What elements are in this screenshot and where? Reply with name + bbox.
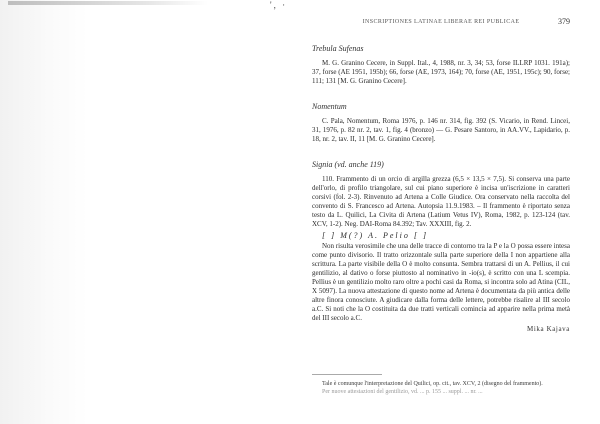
- section-text-trebula: M. G. Granino Cecere, in Suppl. Ital., 4, 1988, nr. 3, 34; 53, forse ILLRP 1031. 191a); 37, forse (AE 1951, 195b); 66, forse (AE, 1973, 164); 70, forse (AE, 1951, 195c); 90, forse; 111; 131 [M. G. Granino Cecere].: [312, 59, 570, 85]
- section-text-nomentum: C. Pala, Nomentum, Roma 1976, p. 146 nr. 314, fig. 392 (S. Vicario, in Rend. Lincei, 31, 1976, p. 82 nr. 2, tav. 1, fig. 4 (bronzo) — G. Pesare Santoro, in AA.VV., Lapidario, p. 18, nr. 2, tav. II, 11 [M. G. Granino Cecere].: [312, 117, 570, 143]
- scan-top-marks: ', ·: [270, 0, 288, 10]
- author-signature: Mika Kajava: [527, 325, 570, 333]
- footnote-1: Tale è comunque l'interpretazione del Quilici, op. cit., tav. XCV, 2 (disegno del frammento).: [322, 381, 543, 387]
- footnotes: [312, 380, 570, 396]
- entry-110-commentary: Non risulta verosimile che una delle tracce di contorno tra la P e la O possa essere intesa come punto divisorio. Il tratto orizzontale sulla parte superiore della I non appartiene alla scrittura. La parte visibile della O è molto consunta. Sembra trattarsi di un A. Pellius, il cui gentilizio, al dativo o forse piuttosto al nominativo in -io(s), è scritto con una L scempia. Pellius è un gentilizio molto raro oltre a pochi casi da Roma, si incontra solo ad Atina (CIL, X 5097). La nuova attestazione di questo nome ad Artena è documentata da più antica delle altre finora conosciute. A giudicare dalla forma delle lettere, potrebbe risalire al III secolo a.C. Si noti che la O costituita da due tratti verticali comincia ad apparire nella prima metà del III secolo a.C.: [312, 242, 570, 322]
- entry-110-text: 110. Frammento di un orcio di argilla grezza (6,5 × 13,5 × 7,5). Si conserva una parte dell'orlo, di profilo triangolare, sul cui piano superiore è incisa un'iscrizione in caratteri corsivi (fol. 2-3). Rinvenuto ad Artena a Colle Giudice. Ora conservato nella raccolta del convento di S. Francesco ad Artena. Autopsia 11.9.1983. – Il frammento è riportato senza testo da L. Quilici, La Civita di Artena (Latium Vetus IV), Roma, 1982, p. 123-124 (tav. XCV, 1-2). Neg. DAI-Roma 84.392; Tav. XXXIII, fig. 2.: [312, 175, 570, 228]
- page-number: 379: [558, 17, 570, 26]
- running-head: INSCRIPTIONES LATINAE LIBERAE REI PUBLICAE: [362, 19, 520, 25]
- footnote-2: Per nuove attestazioni del gentilizio, vd. ... p. 155 ... suppl. ... nr. ...: [322, 389, 483, 395]
- scan-gutter-shadow: [0, 0, 88, 424]
- section-nomentum: [312, 102, 570, 144]
- footnote-separator: [312, 374, 382, 375]
- section-heading-trebula: Trebula Sufenas: [312, 44, 364, 53]
- section-heading-signia: Signia (vd. anche 119): [312, 160, 384, 169]
- scan-edge-line: [8, 1, 208, 5]
- section-signia: [312, 160, 570, 334]
- inscription-transcription: [ ] M(?) A. Pelio [ ]: [322, 231, 429, 240]
- section-heading-nomentum: Nomentum: [312, 102, 347, 111]
- section-trebula: [312, 44, 570, 86]
